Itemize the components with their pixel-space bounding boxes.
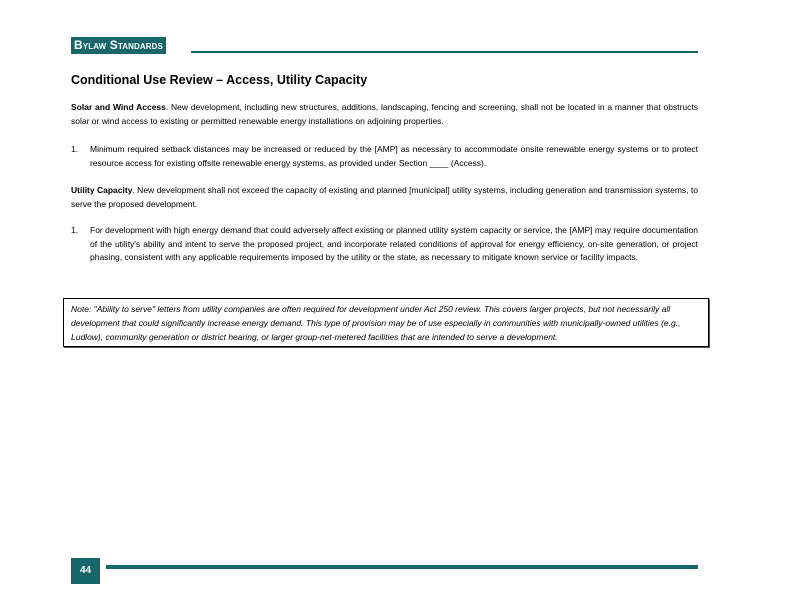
utility-list-item <box>71 224 698 265</box>
page-title: Conditional Use Review – Access, Utility Capacity <box>71 73 368 87</box>
solar-list-item <box>71 143 698 170</box>
section-header-label: Bylaw Standards <box>71 37 166 54</box>
list-number: 1. <box>71 144 79 154</box>
utility-capacity-paragraph <box>71 184 698 211</box>
utility-capacity-body: . New development shall not exceed the capacity of existing and planned [municipal] utility systems, including generation and transmission systems, to serve the proposed development. <box>71 185 699 209</box>
utility-capacity-heading: Utility Capacity <box>71 185 133 195</box>
utility-list-item-text: For development with high energy demand that could adversely affect existing or planned utility system capacity or service, the [AMP] may require documentation of the utility's ability and intent to serve the proposed project, and incorporate related conditions of approval for energy efficiency, on-site generation, or project phasing, consistent with any applicable requirements imposed by the utility or the state, as necessary to mitigate known service or facility impacts. <box>90 225 698 262</box>
header-rule <box>191 51 698 53</box>
solar-list-item-text: Minimum required setback distances may be increased or reduced by the [AMP] as necessary to accommodate onsite renewable energy systems or to protect resource access for existing offsite renewable energy systems, as provided under Section ____ (Access). <box>90 144 698 168</box>
page-number: 44 <box>71 558 100 584</box>
solar-access-paragraph <box>71 101 698 128</box>
note-box: Note: "Ability to serve" letters from utility companies are often required for development under Act 250 review. This covers larger projects, but not necessarily all development that could significantly increase energy demand. This type of provision may be of use especially in communities with municipally-owned utilities (e.g., Ludlow), community generation or district hearing, or larger group-net-metered facilities that are intended to serve a development. <box>63 298 709 347</box>
solar-access-heading: Solar and Wind Access <box>71 102 166 112</box>
solar-access-body: . New development, including new structures, additions, landscaping, fencing and screening, shall not be located in a manner that obstructs solar or wind access to existing or permitted renewable energy installations on adjoining properties. <box>71 102 698 126</box>
list-number: 1. <box>71 225 79 235</box>
footer-rule <box>106 565 698 569</box>
